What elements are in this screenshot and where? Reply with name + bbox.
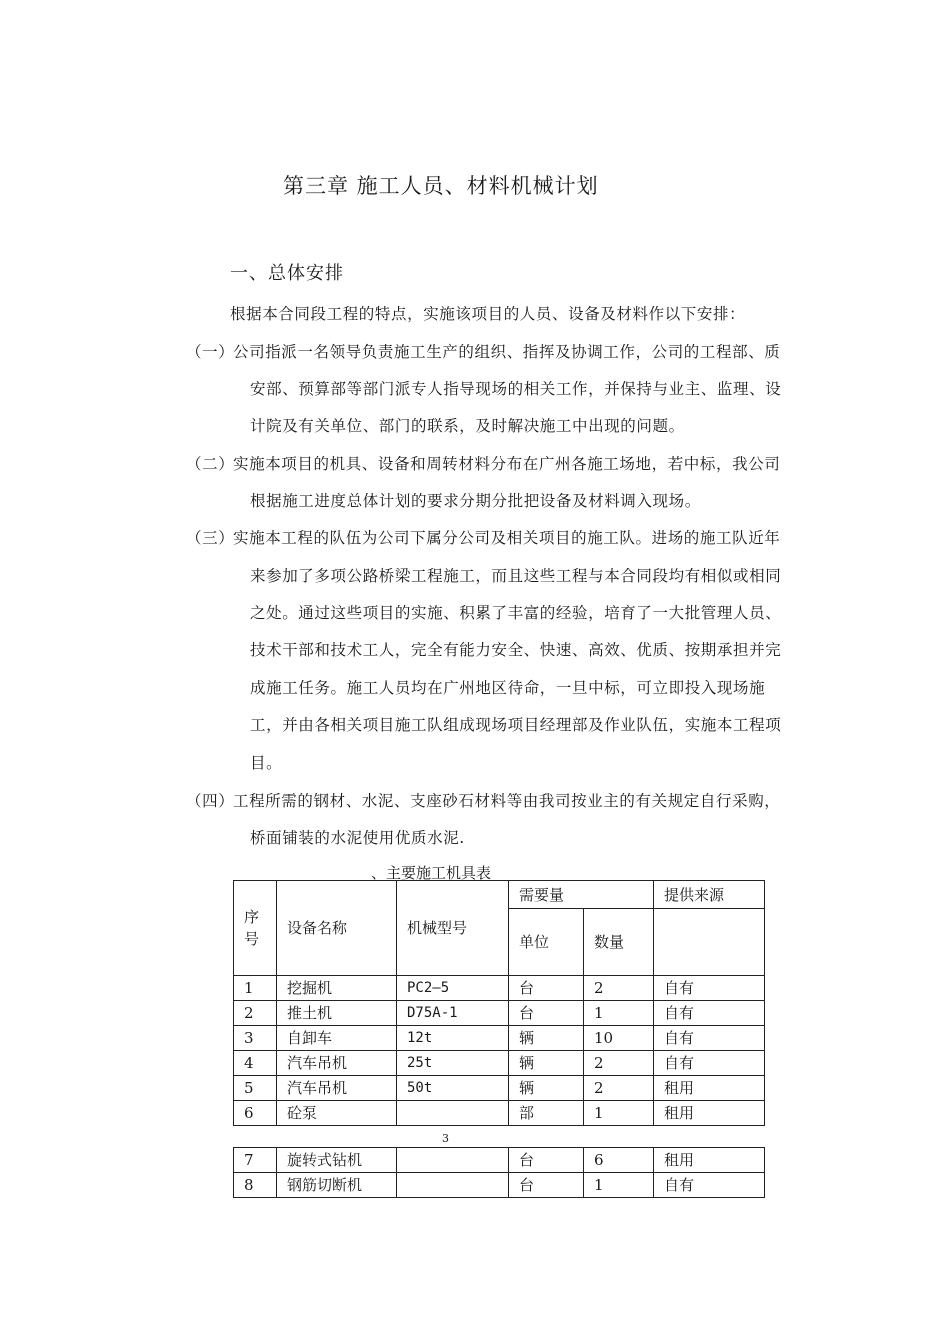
cell-count: 6 [584, 1148, 654, 1173]
cell-model: D75A-1 [397, 1001, 509, 1026]
cell-count: 1 [584, 1101, 654, 1126]
cell-source: 自有 [654, 1026, 765, 1051]
cell-unit: 台 [509, 1173, 584, 1198]
cell-model: 12t [397, 1026, 509, 1051]
cell-no: 7 [234, 1148, 277, 1173]
item-line: 工，并由各相关项目施工队组成现场项目经理部及作业队伍，实施本工程项 [250, 716, 782, 734]
cell-unit: 台 [509, 976, 584, 1001]
cell-source: 租用 [654, 1076, 765, 1101]
cell-model: 25t [397, 1051, 509, 1076]
cell-name: 钢筋切断机 [277, 1173, 397, 1198]
header-name: 设备名称 [277, 881, 397, 976]
cell-name: 挖掘机 [277, 976, 397, 1001]
cell-source: 自有 [654, 1001, 765, 1026]
cell-source: 自有 [654, 1051, 765, 1076]
item-line: 根据施工进度总体计划的要求分期分批把设备及材料调入现场。 [250, 492, 701, 510]
cell-source: 租用 [654, 1148, 765, 1173]
cell-no: 5 [234, 1076, 277, 1101]
item-line: 之处。通过这些项目的实施、积累了丰富的经验，培育了一大批管理人员、 [250, 604, 782, 622]
item-line: 安部、预算部等部门派专人指导现场的相关工作，并保持与业主、监理、设 [250, 380, 782, 398]
item-line: 桥面铺装的水泥使用优质水泥. [250, 829, 465, 847]
cell-name: 汽车吊机 [277, 1076, 397, 1101]
cell-name: 自卸车 [277, 1026, 397, 1051]
cell-no: 8 [234, 1173, 277, 1198]
cell-unit: 部 [509, 1101, 584, 1126]
cell-source: 自有 [654, 1173, 765, 1198]
chapter-title: 第三章 施工人员、材料机械计划 [283, 174, 599, 198]
cell-model [397, 1148, 509, 1173]
table-row [234, 1001, 765, 1026]
item-line: 实施本项目的机具、设备和周转材料分布在广州各施工场地，若中标，我公司 [233, 455, 781, 473]
cell-source: 租用 [654, 1101, 765, 1126]
table-row [234, 1148, 765, 1173]
cell-count: 2 [584, 976, 654, 1001]
table-caption: 、主要施工机具表 [371, 864, 492, 882]
cell-count: 1 [584, 1173, 654, 1198]
cell-count: 1 [584, 1001, 654, 1026]
cell-model: 50t [397, 1076, 509, 1101]
item-line: 公司指派一名领导负责施工生产的组织、指挥及协调工作，公司的工程部、质 [233, 343, 781, 361]
item-line: 目。 [250, 754, 283, 772]
table-row [234, 1173, 765, 1198]
cell-name: 旋转式钻机 [277, 1148, 397, 1173]
item-label: （四） [186, 792, 235, 810]
equipment-table-continued [233, 1147, 765, 1198]
cell-unit: 台 [509, 1148, 584, 1173]
cell-unit: 台 [509, 1001, 584, 1026]
intro-paragraph: 根据本合同段工程的特点，实施该项目的人员、设备及材料作以下安排： [230, 305, 746, 323]
cell-unit: 辆 [509, 1026, 584, 1051]
item-line: 工程所需的钢材、水泥、支座砂石材料等由我司按业主的有关规定自行采购， [233, 792, 781, 810]
item-label: （三） [186, 529, 235, 547]
table-row [234, 1076, 765, 1101]
cell-source: 自有 [654, 976, 765, 1001]
cell-no: 2 [234, 1001, 277, 1026]
cell-model [397, 1101, 509, 1126]
item-label: （一） [186, 343, 235, 361]
header-qty-group: 需要量 [509, 881, 654, 909]
item-line: 来参加了多项公路桥梁工程施工，而且这些工程与本合同段均有相似或相同 [250, 567, 782, 585]
cell-no: 3 [234, 1026, 277, 1051]
table-row [234, 976, 765, 1001]
cell-unit: 辆 [509, 1051, 584, 1076]
header-count: 数量 [584, 909, 654, 976]
table-row [234, 1051, 765, 1076]
header-model: 机械型号 [397, 881, 509, 976]
cell-no: 4 [234, 1051, 277, 1076]
item-line: 技术干部和技术工人，完全有能力安全、快速、高效、优质、按期承担并完 [250, 641, 782, 659]
cell-no: 1 [234, 976, 277, 1001]
cell-count: 10 [584, 1026, 654, 1051]
equipment-table [233, 880, 765, 1126]
item-line: 实施本工程的队伍为公司下属分公司及相关项目的施工队。进场的施工队近年 [233, 529, 781, 547]
cell-name: 推土机 [277, 1001, 397, 1026]
item-label: （二） [186, 455, 235, 473]
item-line: 计院及有关单位、部门的联系，及时解决施工中出现的问题。 [250, 417, 685, 435]
header-source: 提供来源 [654, 881, 765, 909]
cell-unit: 辆 [509, 1076, 584, 1101]
cell-model: PC2—5 [397, 976, 509, 1001]
cell-count: 2 [584, 1051, 654, 1076]
cell-model [397, 1173, 509, 1198]
item-line: 成施工任务。施工人员均在广州地区待命，一旦中标，可立即投入现场施 [250, 679, 766, 697]
section-title: 一、总体安排 [230, 263, 344, 284]
header-no: 序号 [234, 881, 277, 976]
header-unit: 单位 [509, 909, 584, 976]
cell-no: 6 [234, 1101, 277, 1126]
page-number: 3 [442, 1132, 449, 1145]
cell-name: 汽车吊机 [277, 1051, 397, 1076]
table-row [234, 1026, 765, 1051]
table-row [234, 1101, 765, 1126]
cell-count: 2 [584, 1076, 654, 1101]
header-source-blank [654, 909, 765, 976]
cell-name: 砼泵 [277, 1101, 397, 1126]
